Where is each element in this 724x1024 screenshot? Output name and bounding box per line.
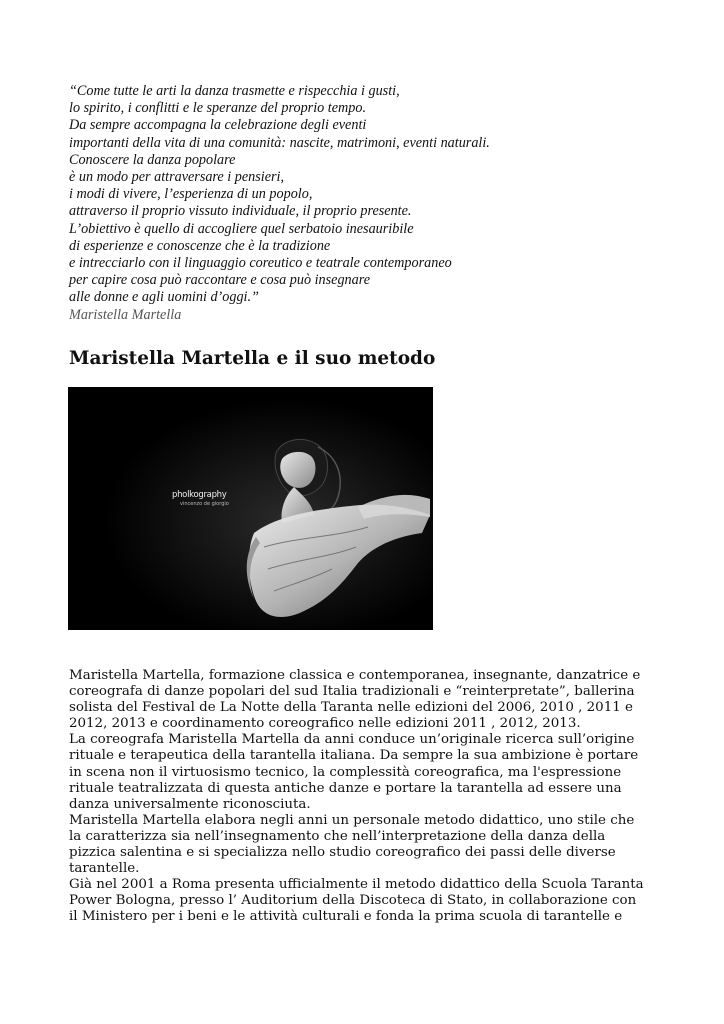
quote-line: Da sempre accompagna la celebrazione degli eventi: [69, 117, 367, 134]
body-line: coreografa di danze popolari del sud Italia tradizionali e “reinterpretate”, ballerina: [69, 684, 635, 700]
quote-line: Conoscere la danza popolare: [69, 151, 236, 168]
quote-line: è un modo per attraversare i pensieri,: [69, 169, 285, 186]
body-line: danza universalmente riconosciuta.: [69, 796, 311, 812]
dancer-silhouette: [68, 387, 433, 630]
body-line: rituale teatralizzata di questa antiche danze e portare la tarantella ad essere una: [69, 780, 622, 796]
watermark-brand: pholkography: [172, 490, 227, 500]
biography-text: [69, 668, 669, 926]
quote-line: “Come tutte le arti la danza trasmette e rispecchia i gusti,: [69, 83, 400, 99]
body-line: Power Bologna, presso l’ Auditorium della Discoteca di Stato, in collaborazione con: [69, 893, 637, 909]
body-line: 2012, 2013 e coordinamento coreografico nelle edizioni 2011 , 2012, 2013.: [69, 716, 581, 732]
quote-line: per capire cosa può raccontare e cosa può insegnare: [69, 272, 371, 289]
quote-line: lo spirito, i conflitti e le speranze del proprio tempo.: [69, 100, 366, 117]
opening-quote: [69, 83, 669, 324]
body-line: il Ministero per i beni e le attività culturali e fonda la prima scuola di tarantelle e: [69, 909, 623, 925]
quote-author: Maristella Martella: [69, 306, 182, 323]
body-line: in scena non il virtuosismo tecnico, la complessità coreografica, ma l'espressione: [69, 764, 622, 780]
watermark-photographer: vincenzo de giorgio: [180, 501, 229, 507]
body-line: Già nel 2001 a Roma presenta ufficialmente il metodo didattico della Scuola Taranta: [69, 877, 644, 893]
quote-line: di esperienze e conoscenze che è la tradizione: [69, 237, 331, 254]
quote-line: e intrecciarlo con il linguaggio coreutico e teatrale contemporaneo: [69, 255, 452, 272]
quote-line: alle donne e agli uomini d’oggi.”: [69, 289, 259, 306]
photo-watermark: [172, 491, 229, 509]
body-line: La coreografa Maristella Martella da anni conduce un’originale ricerca sull’origine: [69, 732, 635, 748]
body-line: tarantelle.: [69, 861, 140, 877]
quote-line: i modi di vivere, l’esperienza di un popolo,: [69, 186, 313, 203]
quote-line: L’obiettivo è quello di accogliere quel serbatoio inesauribile: [69, 220, 414, 237]
section-title: Maristella Martella e il suo metodo: [69, 348, 436, 369]
quote-line: attraverso il proprio vissuto individuale, il proprio presente.: [69, 203, 412, 220]
quote-line: importanti della vita di una comunità: nascite, matrimoni, eventi naturali.: [69, 134, 490, 151]
body-line: Maristella Martella elabora negli anni un personale metodo didattico, uno stile che: [69, 812, 635, 828]
body-line: la caratterizza sia nell’insegnamento che nell’interpretazione della danza della: [69, 828, 606, 844]
body-line: rituale e terapeutica della tarantella italiana. Da sempre la sua ambizione è portare: [69, 748, 639, 764]
body-line: solista del Festival de La Notte della Taranta nelle edizioni del 2006, 2010 , 2011 e: [69, 700, 633, 716]
body-line: Maristella Martella, formazione classica e contemporanea, insegnante, danzatrice e: [69, 668, 641, 683]
dancer-photo: [68, 387, 433, 630]
body-line: pizzica salentina e si specializza nello studio coreografico dei passi delle diverse: [69, 845, 616, 861]
